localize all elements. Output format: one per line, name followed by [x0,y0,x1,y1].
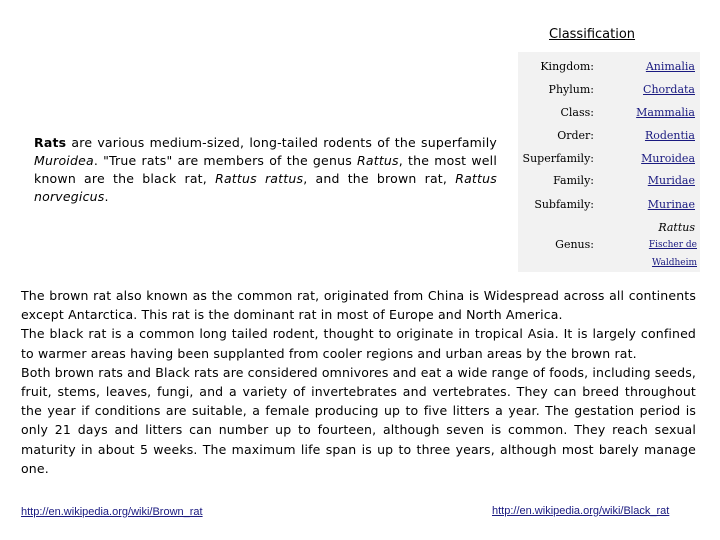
taxonomy-label: Class: [560,106,594,119]
taxonomy-link-phylum[interactable]: Chordata [643,83,695,96]
intro-bold-term: Rats [34,135,67,150]
taxonomy-link-genus-author[interactable]: Waldheim [651,258,697,268]
taxonomy-genus-value: Rattus [658,221,695,234]
intro-black-rat: Rattus rattus [215,171,304,186]
intro-superfamily: Muroidea [34,153,94,168]
taxonomy-link-genus-author[interactable]: Fischer de [648,240,697,250]
brown-rat-link[interactable]: http://en.wikipedia.org/wiki/Brown_rat [21,506,203,518]
taxonomy-label: Order: [557,129,594,142]
taxonomy-label: Subfamily: [534,198,594,211]
intro-genus: Rattus [356,153,399,168]
paragraph-brown-rat: The brown rat also known as the common rat, originated from China is Widespread across all continents except Antarctica. This rat is the dominant rat in most of Europe and North America. [21,288,696,323]
intro-text: . "True rats" are members of the genus [93,153,357,168]
taxonomy-link-kingdom[interactable]: Animalia [645,60,695,73]
taxonomy-label: Kingdom: [540,60,594,73]
taxonomy-link-order[interactable]: Rodentia [644,129,695,142]
intro-paragraph [34,134,497,206]
taxonomy-link-subfamily[interactable]: Murinae [647,198,695,211]
taxonomy-link-class[interactable]: Mammalia [636,106,695,119]
body-text [21,286,696,478]
black-rat-link[interactable]: http://en.wikipedia.org/wiki/Black_rat [492,505,670,517]
paragraph-black-rat: The black rat is a common long tailed rodent, thought to originate in tropical Asia. It is largely confined to warmer areas having been supplanted from cooler regions and urban areas by the brown rat. [21,326,696,361]
classification-title: Classification [549,27,636,42]
intro-text: , and the brown rat, [303,171,456,186]
taxonomy-label: Superfamily: [522,152,594,165]
intro-text: are various medium-sized, long-tailed rodents of the superfamily [66,135,497,150]
intro-text: . [104,189,109,204]
taxonomy-label: Phylum: [548,83,594,96]
taxonomy-box [518,52,700,272]
taxonomy-link-superfamily[interactable]: Muroidea [641,152,695,165]
intro-brown-rat: Rattus norvegicus [34,171,497,204]
intro-text: , the most well known are the black rat, [34,153,497,186]
taxonomy-label: Family: [553,174,594,187]
taxonomy-label: Genus: [555,238,594,251]
taxonomy-link-family[interactable]: Muridae [647,174,695,187]
paragraph-diet-breeding: Both brown rats and Black rats are considered omnivores and eat a wide range of foods, including seeds, fruit, stems, leaves, fungi, and a variety of invertebrates and vertebrates. They can breed throughout the year if conditions are suitable, a female producing up to five litters a year. The gestation period is only 21 days and litters can number up to fourteen, although seven is common. They reach sexual maturity in about 5 weeks. The maximum life span is up to three years, although most barely manage one. [21,364,696,476]
